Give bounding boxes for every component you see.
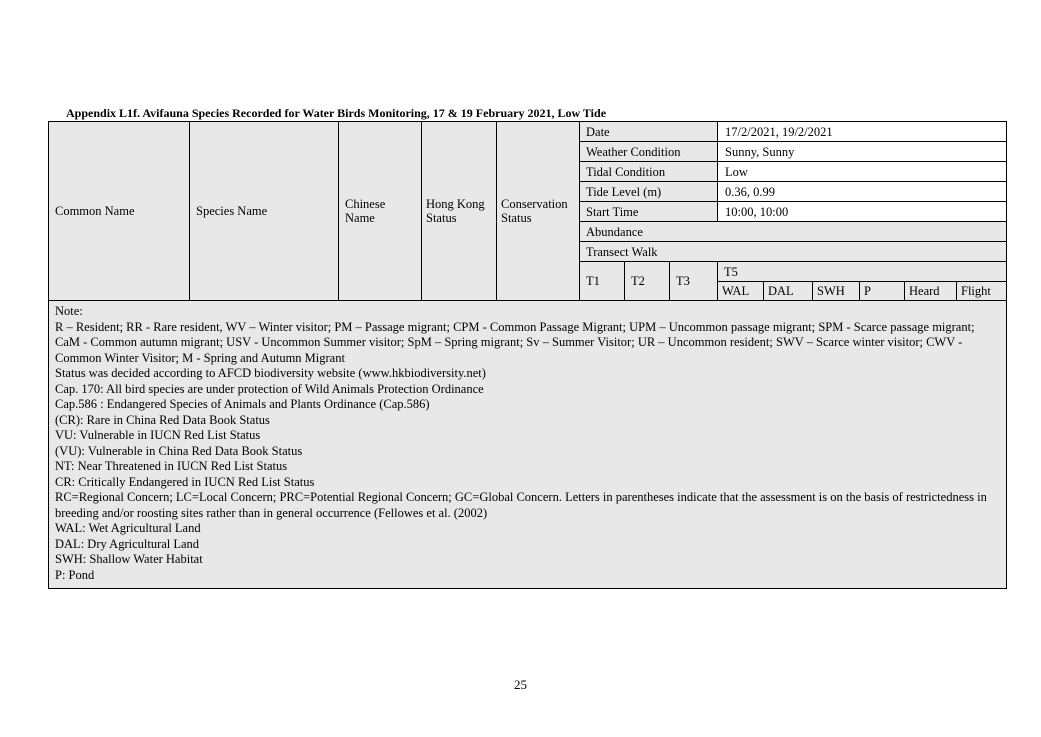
note-line: DAL: Dry Agricultural Land [55,536,200,551]
note-line: Cap. 170: All bird species are under protection of Wild Animals Protection Ordinance [55,381,484,396]
weather-label: Weather Condition [580,142,718,162]
t5-dal: DAL [764,282,813,301]
note-line: WAL: Wet Agricultural Land [55,521,201,535]
table-title: Appendix L1f. Avifauna Species Recorded for Water Birds Monitoring, 17 & 19 February 2021, Low Tide [66,106,607,120]
header-species-name: Species Name [190,122,339,301]
start-time-value: 10:00, 10:00 [718,202,1007,222]
transect-t5: T5 [718,262,1007,282]
note-line: (CR): Rare in China Red Data Book Status [55,412,270,427]
page-number: 25 [514,677,527,692]
note-line: RC=Regional Concern; LC=Local Concern; PRC=Potential Regional Concern; GC=Global Concern. Letters in parentheses indicate that the assessment is on the basis of restrictedness in breeding and/or roosting sites rather than in general occurrence (Fellowes et al. (2002) [55,490,987,520]
header-hong-kong-status: Hong Kong Status [422,122,497,301]
note-line: SWH: Shallow Water Habitat [55,552,203,566]
note-line: CR: Critically Endangered in IUCN Red List Status [55,474,315,489]
t5-p: P [860,282,905,301]
date-value: 17/2/2021, 19/2/2021 [718,122,1007,142]
tide-level-label: Tide Level (m) [580,182,718,202]
t5-swh: SWH [813,282,860,301]
t5-wal: WAL [718,282,764,301]
note-line: R – Resident; RR - Rare resident, WV – Winter visitor; PM – Passage migrant; CPM - Common Passage Migrant; UPM – Uncommon passage migrant; SPM - Scarce passage migrant; CaM - Common autumn migrant; USV - Uncommon Summer visitor; SpM – Spring migrant; Sv – Summer Visitor; UR – Uncommon resident; SWV – Scarce winter visitor; CWV - Common Winter Visitor; M - Spring and Autumn Migrant [55,319,975,365]
transect-t2: T2 [625,262,670,301]
start-time-label: Start Time [580,202,718,222]
notes-cell [49,301,1007,589]
transect-t1: T1 [580,262,625,301]
tide-level-value: 0.36, 0.99 [718,182,1007,202]
abundance-label: Abundance [580,222,1007,242]
species-table [48,121,1007,589]
tidal-condition-label: Tidal Condition [580,162,718,182]
header-chinese-name: Chinese Name [339,122,422,301]
note-line: VU: Vulnerable in IUCN Red List Status [55,428,261,442]
transect-walk-label: Transect Walk [580,242,1007,262]
note-line: P: Pond [55,567,95,582]
note-line: Cap.586 : Endangered Species of Animals and Plants Ordinance (Cap.586) [55,397,430,411]
note-line: Status was decided according to AFCD biodiversity website (www.hkbiodiversity.net) [55,366,486,380]
t5-flight: Flight [957,282,1007,301]
t5-heard: Heard [905,282,957,301]
header-conservation-status: Conservation Status [497,122,580,301]
date-label: Date [580,122,718,142]
note-line: Note: [55,304,83,318]
tidal-condition-value: Low [718,162,1007,182]
note-line: (VU): Vulnerable in China Red Data Book Status [55,443,303,458]
note-line: NT: Near Threatened in IUCN Red List Status [55,459,288,473]
weather-value: Sunny, Sunny [718,142,1007,162]
header-common-name: Common Name [49,122,190,301]
transect-t3: T3 [670,262,718,301]
